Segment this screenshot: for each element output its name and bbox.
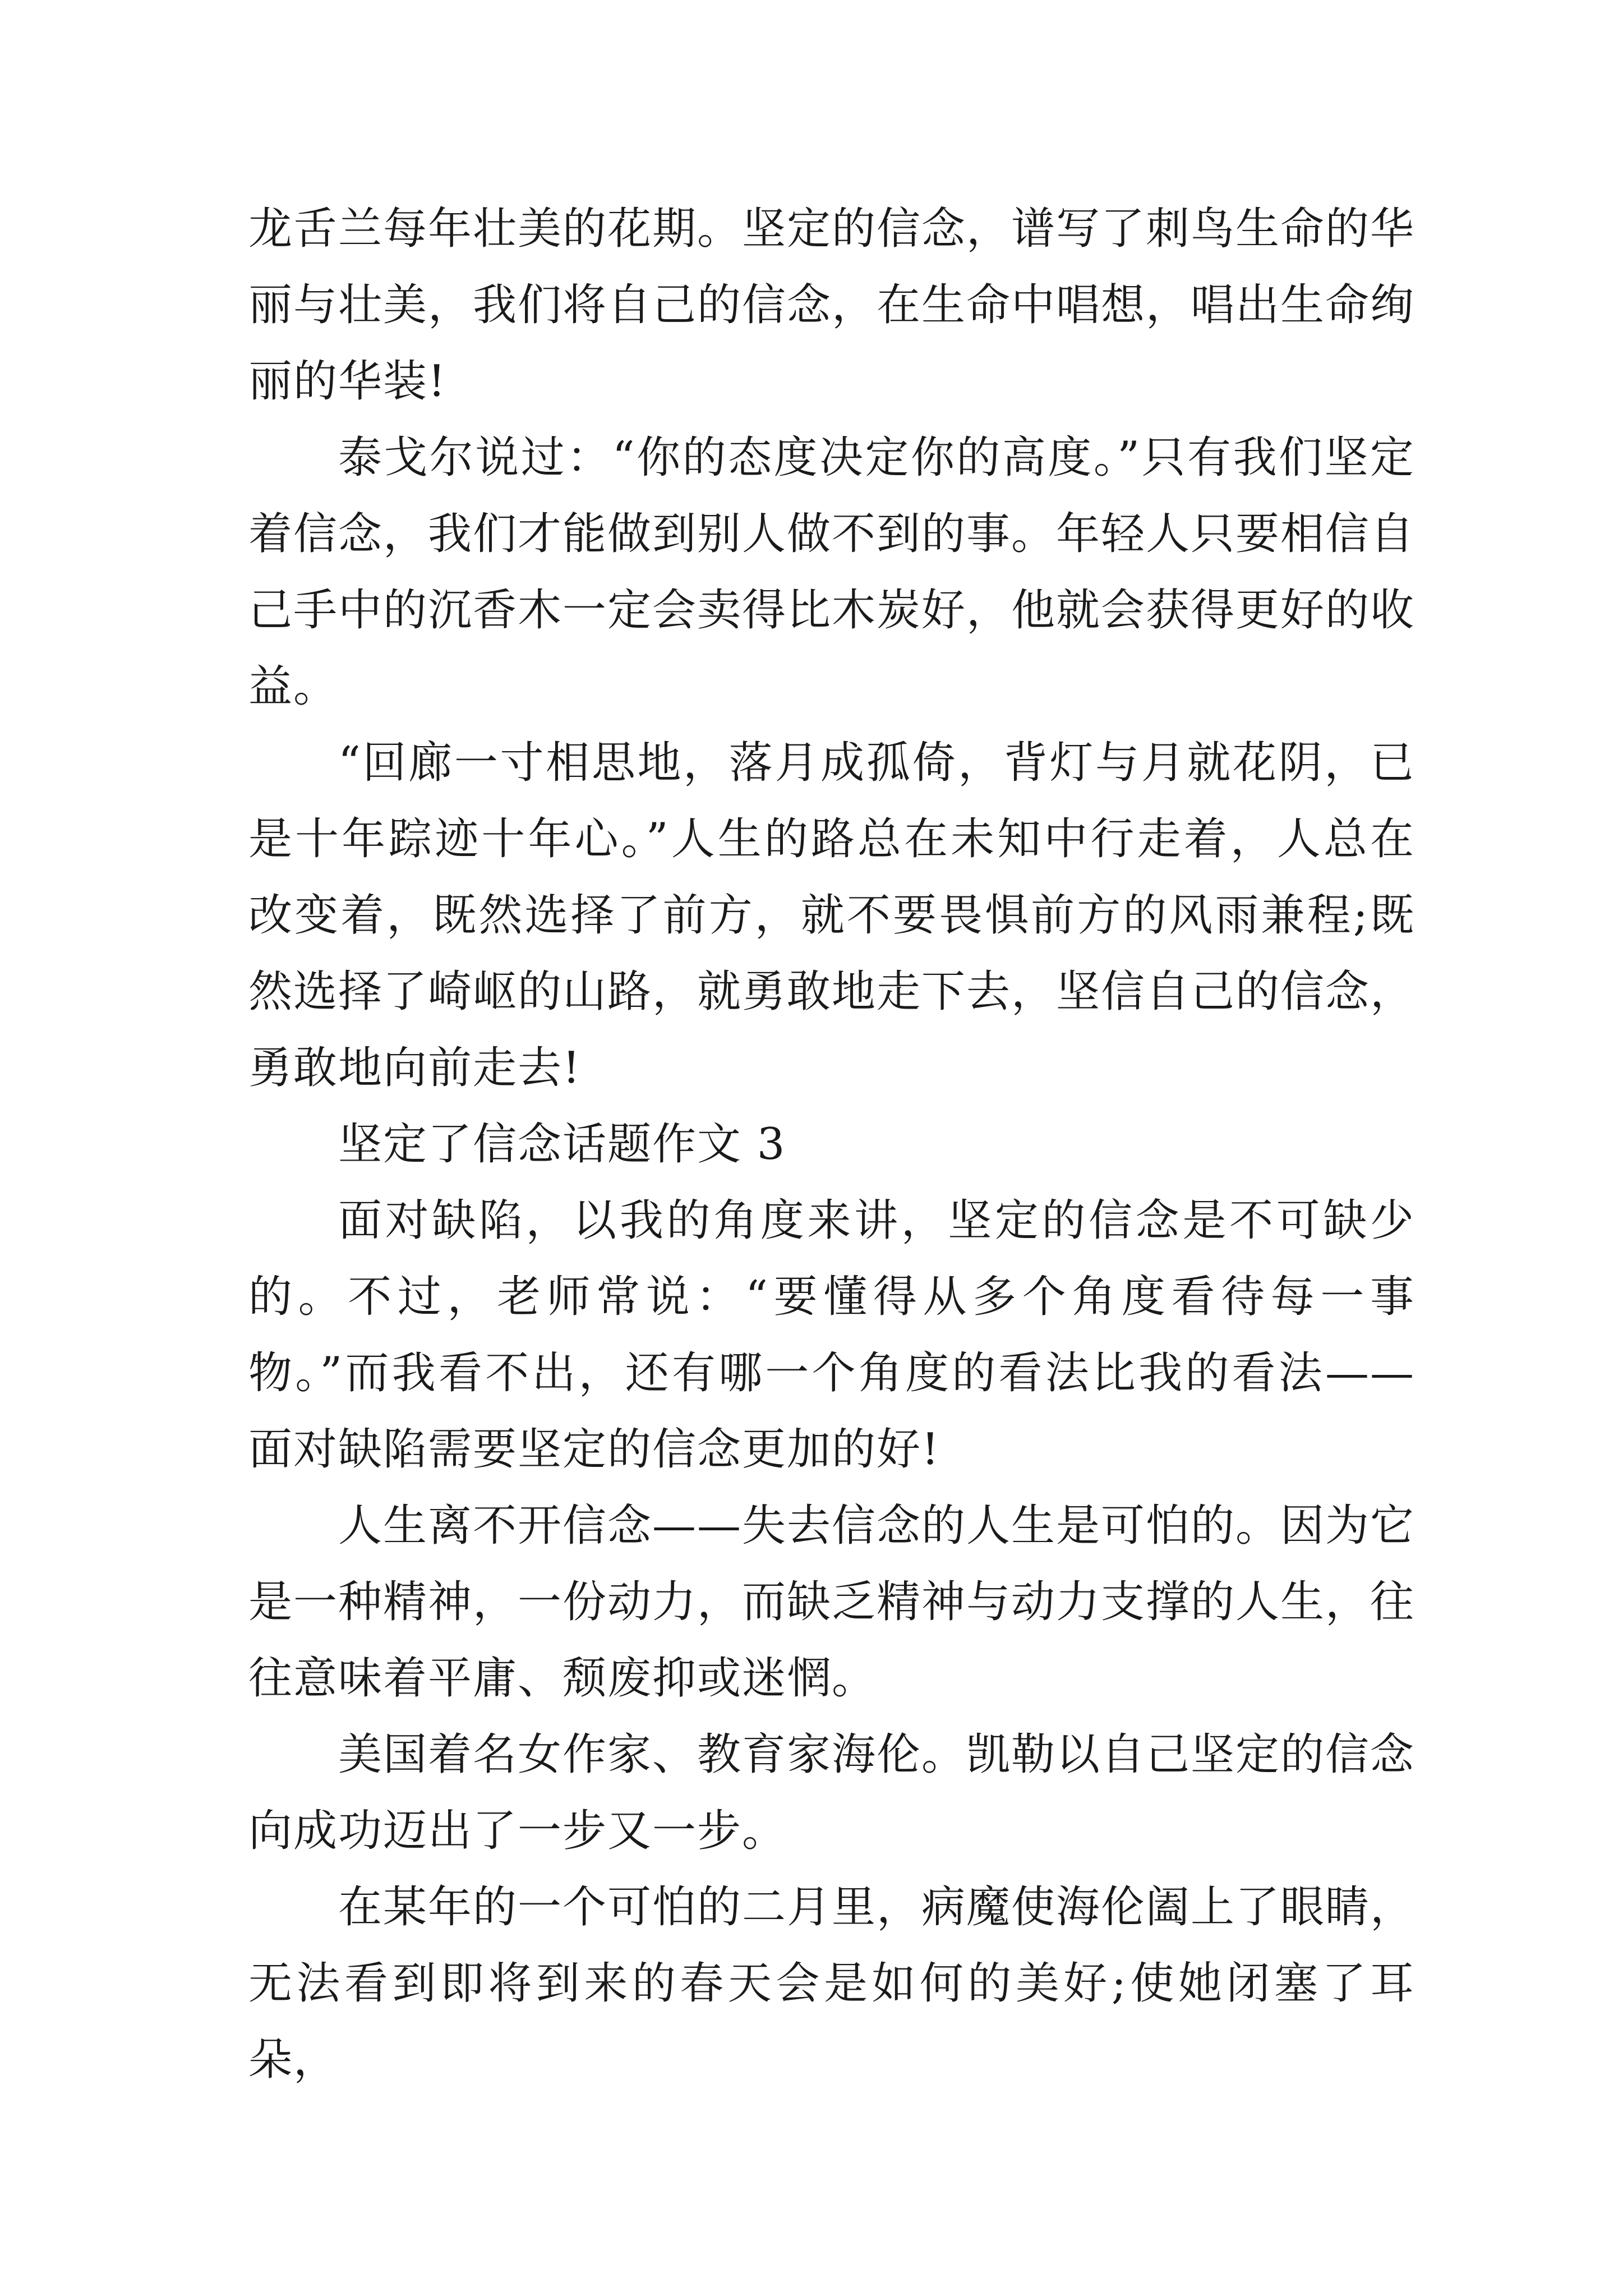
paragraph-6: 美国着名女作家、教育家海伦。凯勒以自己坚定的信念向成功迈出了一步又一步。 <box>248 1729 1415 1856</box>
paragraph-2: 泰戈尔说过：“你的态度决定你的高度。”只有我们坚定着信念，我们才能做到别人做不到的事。年轻人只要相信自己手中的沉香木一定会卖得比木炭好，他就会获得更好的收益。 <box>248 432 1415 712</box>
paragraph-7: 在某年的一个可怕的二月里，病魔使海伦阖上了眼睛，无法看到即将到来的春天会是如何的美好;使她闭塞了耳朵， <box>248 1882 1415 2085</box>
section-heading: 坚定了信念话题作文 3 <box>338 1119 786 1170</box>
paragraph-4: 面对缺陷，以我的角度来讲，坚定的信念是不可缺少的。不过，老师常说：“要懂得从多个角度看待每一事物。”而我看不出，还有哪一个角度的看法比我的看法——面对缺陷需要坚定的信念更加的好! <box>248 1195 1415 1475</box>
document-body <box>248 191 1415 2098</box>
paragraph-1: 龙舌兰每年壮美的花期。坚定的信念，谱写了刺鸟生命的华丽与壮美，我们将自己的信念，在生命中唱想，唱出生命绚丽的华装! <box>248 204 1415 407</box>
paragraph-5: 人生离不开信念——失去信念的人生是可怕的。因为它是一种精神，一份动力，而缺乏精神与动力支撑的人生，往往意味着平庸、颓废抑或迷惘。 <box>248 1501 1415 1704</box>
paragraph-3: “回廊一寸相思地，落月成孤倚，背灯与月就花阴，已是十年踪迹十年心。”人生的路总在未知中行走着，人总在改变着，既然选择了前方，就不要畏惧前方的风雨兼程;既然选择了崎岖的山路，就勇敢地走下去，坚信自己的信念，勇敢地向前走去! <box>248 738 1415 1093</box>
